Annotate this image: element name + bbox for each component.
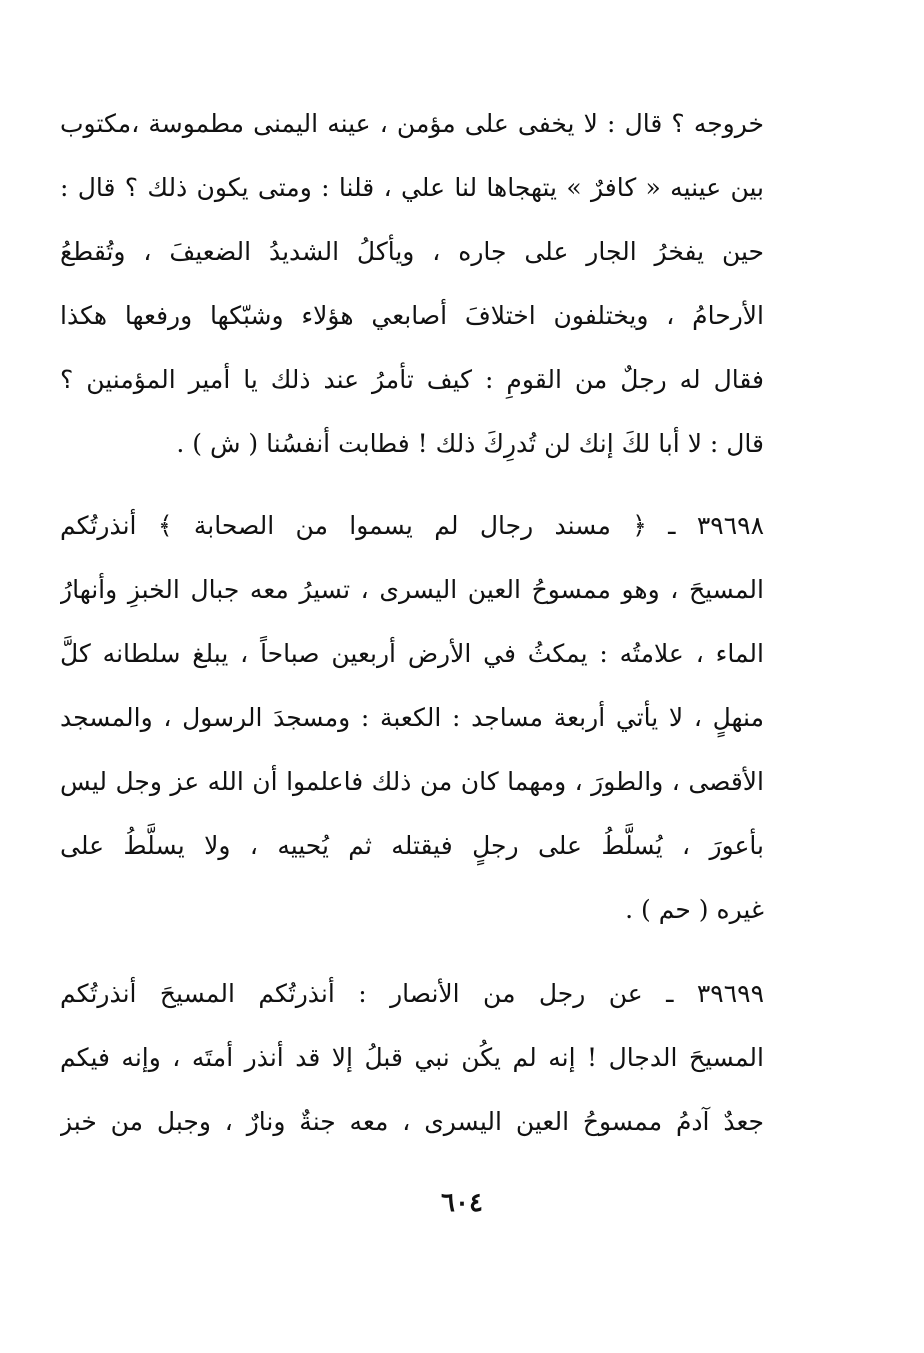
text-line: قال : لا أبا لكَ إنك لن تُدرِكَ ذلك ! فطابت أنفسُنا ( ش ) . xyxy=(176,429,764,458)
text-line: الماء ، علامتُه : يمكثُ في الأرض أربعين صباحاً ، يبلغ سلطانه كلَّ xyxy=(60,639,764,668)
text-line: المسيحَ الدجال ! إنه لم يكُن نبي قبلُ إلا قد أنذر أمتَه ، وإنه فيكم xyxy=(60,1043,764,1072)
text-line: خروجه ؟ قال : لا يخفى على مؤمن ، عينه اليمنى مطموسة ،مكتوب xyxy=(60,109,764,138)
text-line: فقال له رجلٌ من القومِ : كيف تأمرُ عند ذلك يا أمير المؤمنين ؟ xyxy=(60,365,764,394)
text-line: ٣٩٦٩٩ ـ عن رجل من الأنصار : أنذرتُكم المسيحَ أنذرتُكم xyxy=(60,979,764,1008)
text-line: منهلٍ ، لا يأتي أربعة مساجد : الكعبة : ومسجدَ الرسول ، والمسجد xyxy=(60,703,764,732)
hadith-39699 xyxy=(60,962,764,1154)
page-number: ٦٠٤ xyxy=(441,1188,483,1218)
text-line: الأقصى ، والطورَ ، ومهما كان من ذلك فاعلموا أن الله عز وجل ليس xyxy=(60,767,764,796)
text-line: بأعورَ ، يُسلَّطُ على رجلٍ فيقتله ثم يُحييه ، ولا يسلَّطُ على xyxy=(60,831,764,860)
text-line: ٣٩٦٩٨ ـ ﴿ مسند رجال لم يسموا من الصحابة ﴾ أنذرتُكم xyxy=(60,511,764,540)
text-line: بين عينيه « كافرٌ » يتهجاها لنا علي ، قلنا : ومتى يكون ذلك ؟ قال : xyxy=(60,173,764,202)
paragraph-continuation xyxy=(60,92,764,476)
hadith-39698 xyxy=(60,494,764,942)
text-line: المسيحَ ، وهو ممسوحُ العين اليسرى ، تسيرُ معه جبال الخبزِ وأنهارُ xyxy=(60,575,764,604)
text-line: غيره ( حم ) . xyxy=(625,895,764,924)
text-line: جعدٌ آدمُ ممسوحُ العين اليسرى ، معه جنةٌ ونارٌ ، وجبل من خبز xyxy=(60,1107,764,1136)
text-line: الأرحامُ ، ويختلفون اختلافَ أصابعي هؤلاء وشبّكها ورفعها هكذا xyxy=(60,301,764,330)
text-line: حين يفخرُ الجار على جاره ، ويأكلُ الشديدُ الضعيفَ ، وتُقطعُ xyxy=(60,237,764,266)
